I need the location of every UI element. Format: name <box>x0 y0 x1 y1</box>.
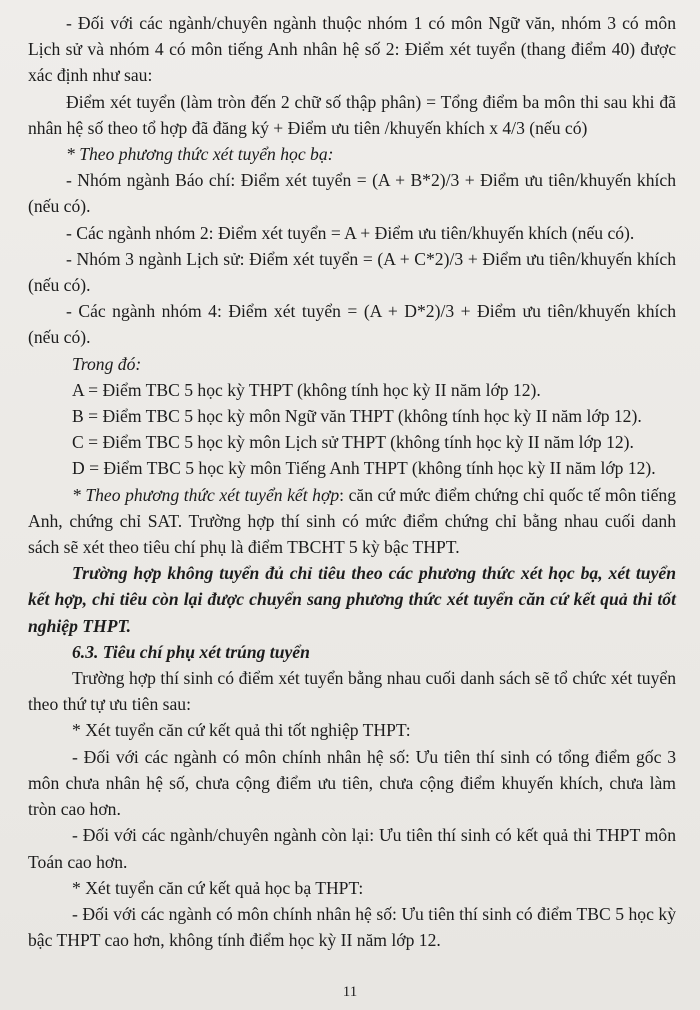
rule-nganh-con-lai: - Đối với các ngành/chuyên ngành còn lại: Ưu tiên thí sinh có kết quả thi THPT môn Toán cao hơn. <box>28 825 676 872</box>
page-number: 11 <box>342 984 358 1000</box>
definition-d: D = Điểm TBC 5 học kỳ môn Tiếng Anh THPT (không tính học kỳ II năm lớp 12). <box>72 458 656 479</box>
heading-xet-ket-qua-thi: * Xét tuyển căn cứ kết quả thi tốt nghiệp THPT: <box>72 720 411 741</box>
page-body <box>28 10 676 953</box>
heading-xet-ket-hop: * Theo phương thức xét tuyển kết hợp <box>72 484 340 505</box>
section-heading-6-3: 6.3. Tiêu chí phụ xét trúng tuyển <box>72 641 310 662</box>
xet-ket-hop-text: : căn cứ mức điểm chứng chỉ quốc tế môn tiếng Anh, chứng chỉ SAT. Trường hợp thí sinh có mức điểm chứng chỉ bằng nhau cuối danh sách sẽ xét theo tiêu chí phụ là điểm TBCHT 5 kỳ bậc THPT. <box>28 484 676 558</box>
paragraph-thu-tu-uu-tien: Trường hợp thí sinh có điểm xét tuyển bằng nhau cuối danh sách sẽ tổ chức xét tuyển theo thứ tự ưu tiên sau: <box>28 668 676 715</box>
rule-mon-chinh-he-so-thi: - Đối với các ngành có môn chính nhân hệ số: Ưu tiên thí sinh có tổng điểm gốc 3 môn chưa nhân hệ số, chưa cộng điểm ưu tiên, chưa cộng điểm khuyến khích, chưa làm tròn cao hơn. <box>28 746 676 820</box>
paragraph-xet-ket-hop <box>28 482 676 561</box>
rule-mon-chinh-he-so-hoc-ba: - Đối với các ngành có môn chính nhân hệ số: Ưu tiên thí sinh có điểm TBC 5 học kỳ bậc THPT cao hơn, không tính điểm học kỳ II năm lớp 12. <box>28 903 676 951</box>
heading-xet-hoc-ba: * Theo phương thức xét tuyển học bạ: <box>66 144 334 165</box>
definition-a: A = Điểm TBC 5 học kỳ THPT (không tính học kỳ II năm lớp 12). <box>72 379 541 400</box>
definition-c: C = Điểm TBC 5 học kỳ môn Lịch sử THPT (không tính học kỳ II năm lớp 12). <box>72 432 634 453</box>
formula-nhom-4: - Các ngành nhóm 4: Điểm xét tuyển = (A + D*2)/3 + Điểm ưu tiên/khuyến khích (nếu có). <box>28 301 676 348</box>
formula-nhom-2: - Các ngành nhóm 2: Điểm xét tuyển = A + Điểm ưu tiên/khuyến khích (nếu có). <box>66 222 635 243</box>
trong-do-label: Trong đó: <box>72 353 142 374</box>
formula-nhom-3-lich-su: - Nhóm 3 ngành Lịch sử: Điểm xét tuyển = (A + C*2)/3 + Điểm ưu tiên/khuyến khích (nếu có). <box>28 248 676 296</box>
definition-b: B = Điểm TBC 5 học kỳ môn Ngữ văn THPT (không tính học kỳ II năm lớp 12). <box>72 406 642 427</box>
formula-diem-xet-tuyen-thpt: Điểm xét tuyển (làm tròn đến 2 chữ số thập phân) = Tổng điểm ba môn thi sau khi đã nhân hệ số theo tổ hợp đã đăng ký + Điểm ưu tiên /khuyến khích x 4/3 (nếu có) <box>28 91 676 138</box>
heading-xet-hoc-ba-thpt: * Xét tuyển căn cứ kết quả học bạ THPT: <box>72 877 364 898</box>
formula-bao-chi: - Nhóm ngành Báo chí: Điểm xét tuyển = (A + B*2)/3 + Điểm ưu tiên/khuyến khích (nếu có). <box>28 170 676 217</box>
bold-note-chuyen-chi-tieu: Trường hợp không tuyển đủ chỉ tiêu theo các phương thức xét học bạ, xét tuyển kết hợp, chỉ tiêu còn lại được chuyển sang phương thức xét tuyển căn cứ kết quả thi tốt nghiệp THPT. <box>28 563 676 636</box>
paragraph-nhom-he-so-2: - Đối với các ngành/chuyên ngành thuộc nhóm 1 có môn Ngữ văn, nhóm 3 có môn Lịch sử và nhóm 4 có môn tiếng Anh nhân hệ số 2: Điểm xét tuyển (thang điểm 40) được xác định như sau: <box>28 13 676 86</box>
